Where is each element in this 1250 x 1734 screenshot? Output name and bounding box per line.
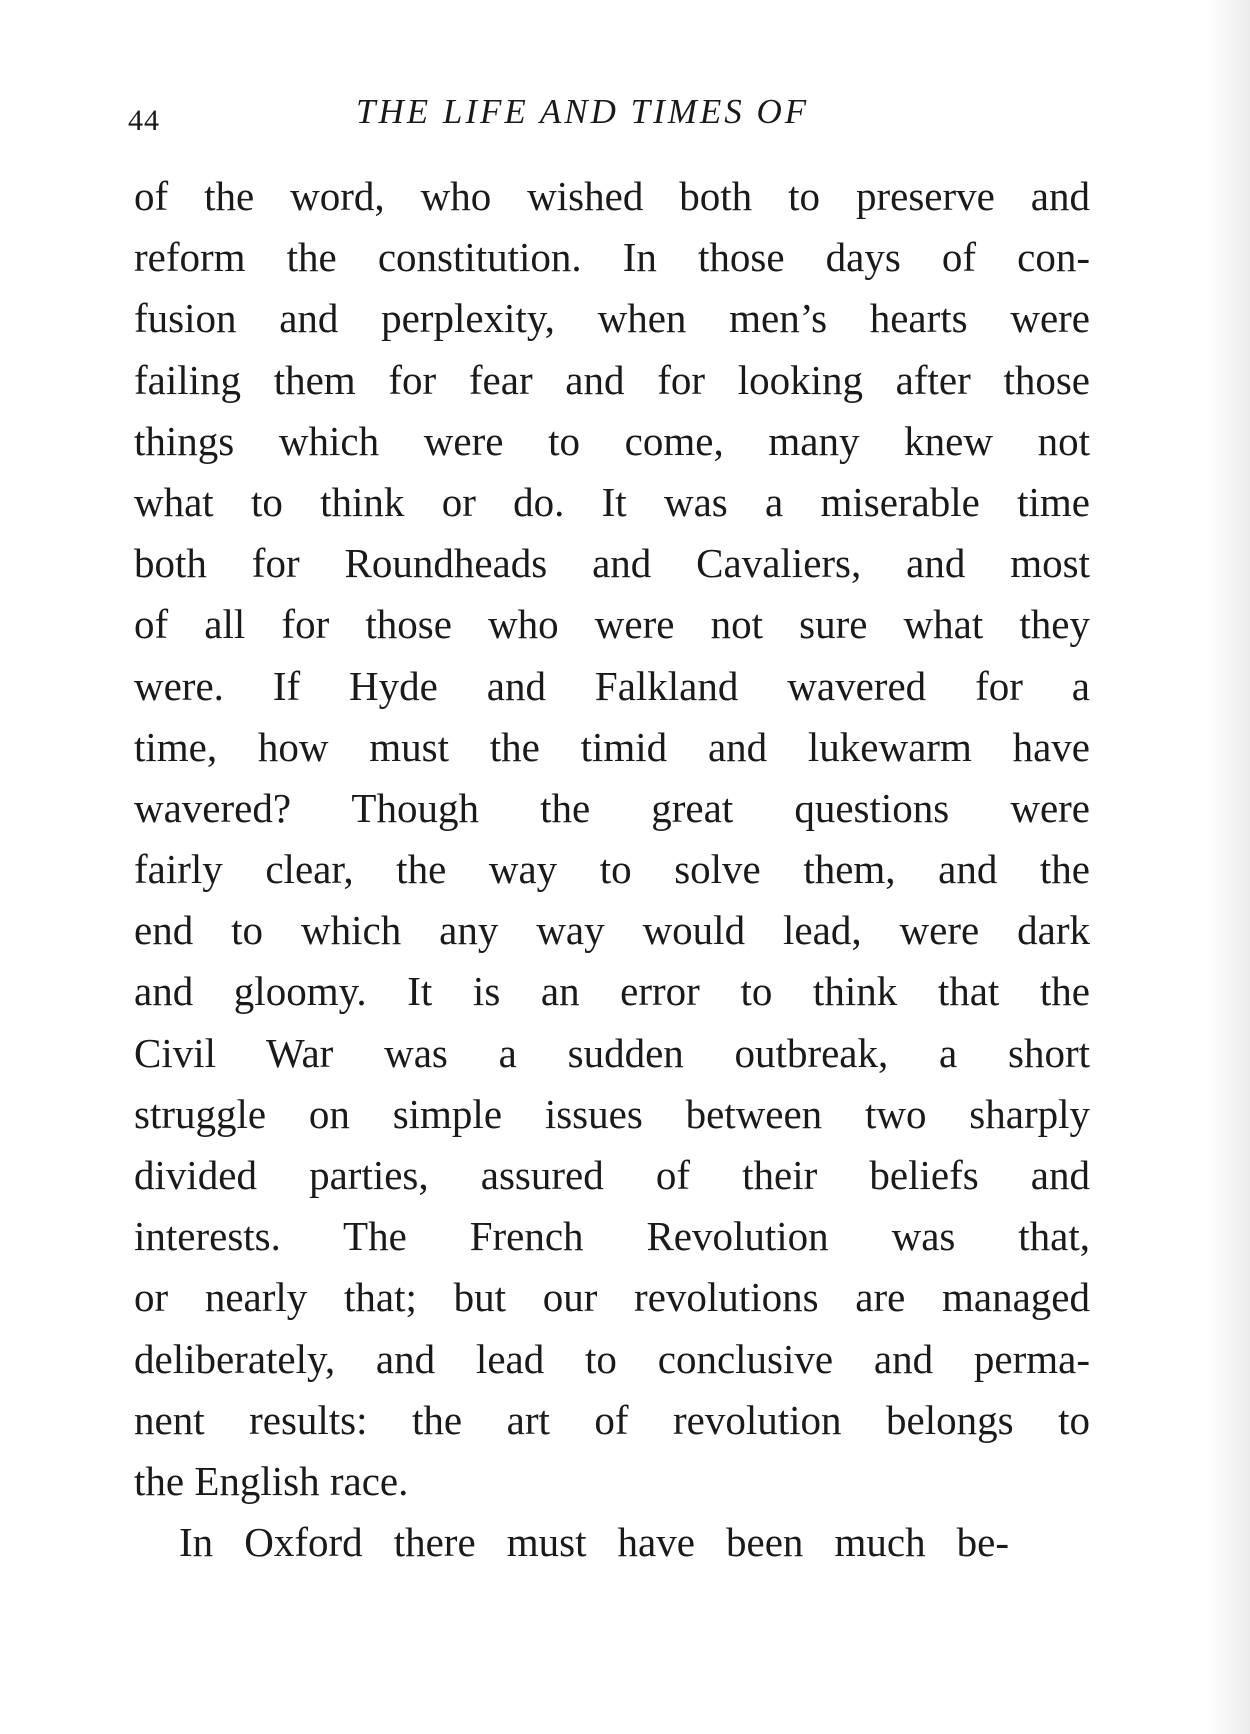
text-line: fusion and perplexity, when men’s hearts were xyxy=(134,295,1090,342)
text-line: things which were to come, many knew not xyxy=(134,417,1090,464)
text-line: time, how must the timid and lukewarm have xyxy=(134,723,1090,770)
text-line: interests. The French Revolution was that, xyxy=(134,1213,1090,1260)
text-line: struggle on simple issues between two sharply xyxy=(134,1090,1090,1137)
text-line: divided parties, assured of their beliefs and xyxy=(134,1152,1090,1198)
paragraph-end-line: the English race. xyxy=(134,1457,409,1504)
text-line: what to think or do. It was a miserable time xyxy=(134,478,1090,525)
page-number: 44 xyxy=(128,104,160,137)
text-line: both for Roundheads and Cavaliers, and most xyxy=(134,540,1090,587)
page-edge-shading xyxy=(1208,0,1250,1734)
body-text xyxy=(134,166,1090,1573)
text-line: wavered? Though the great questions were xyxy=(134,784,1090,831)
running-head xyxy=(128,92,1088,142)
text-line: or nearly that; but our revolutions are managed xyxy=(134,1274,1090,1321)
text-line: end to which any way would lead, were dark xyxy=(134,907,1090,954)
paragraph-start-line: In Oxford there must have been much be- xyxy=(179,1519,1009,1566)
text-line: were. If Hyde and Falkland wavered for a xyxy=(134,662,1090,709)
text-line: and gloomy. It is an error to think that the xyxy=(134,968,1090,1015)
text-line: failing them for fear and for looking after those xyxy=(134,356,1090,403)
text-line: of the word, who wished both to preserve and xyxy=(134,173,1090,219)
text-line: nent results: the art of revolution belongs to xyxy=(134,1396,1090,1443)
text-line: reform the constitution. In those days of con- xyxy=(134,234,1090,281)
text-line: deliberately, and lead to conclusive and perma- xyxy=(134,1335,1090,1382)
text-line: Civil War was a sudden outbreak, a short xyxy=(134,1029,1090,1076)
text-line: of all for those who were not sure what they xyxy=(134,601,1090,648)
running-title: THE LIFE AND TIMES OF xyxy=(356,92,810,131)
text-line: fairly clear, the way to solve them, and the xyxy=(134,846,1090,893)
